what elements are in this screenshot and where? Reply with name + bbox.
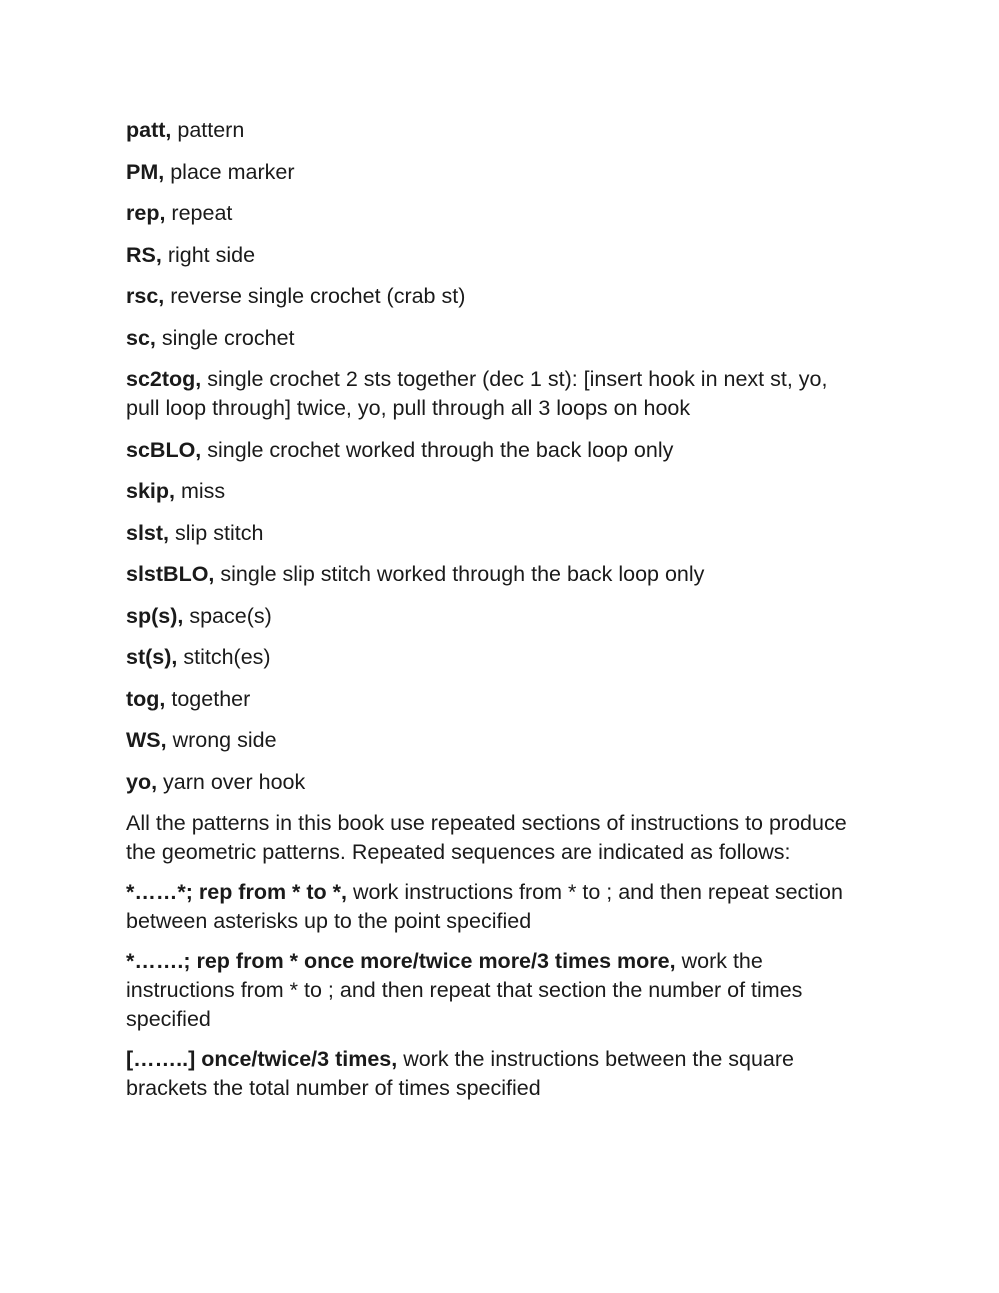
abbreviation-entry bbox=[126, 282, 866, 311]
abbreviation-term: rep, bbox=[126, 201, 166, 225]
abbreviation-term: slst, bbox=[126, 520, 170, 545]
repeat-instruction bbox=[126, 1045, 866, 1103]
repeat-instruction bbox=[126, 878, 866, 936]
repeat-instruction bbox=[126, 947, 866, 1034]
abbreviation-entry bbox=[126, 726, 866, 755]
abbreviation-definition: reverse single crochet (crab st) bbox=[164, 284, 466, 308]
abbreviation-entry bbox=[126, 116, 866, 145]
abbreviation-definition: yarn over hook bbox=[157, 769, 306, 794]
abbreviation-entry bbox=[126, 519, 866, 548]
repeat-definition: work the instructions from * to ; and then repeat that section the number of times specified bbox=[126, 949, 803, 1031]
abbreviation-term: sp(s), bbox=[126, 603, 184, 628]
abbreviation-term: rsc, bbox=[126, 284, 165, 308]
abbreviation-definition: single slip stitch worked through the back loop only bbox=[214, 562, 705, 586]
repeat-definition: work instructions from * to ; and then repeat section between asterisks up to the point specified bbox=[126, 880, 843, 933]
abbreviation-term: sc, bbox=[126, 325, 156, 350]
abbreviation-definition: single crochet 2 sts together (dec 1 st): [insert hook in next st, yo, pull loop through] twice, yo, pull through all 3 loops on hook bbox=[126, 367, 828, 420]
repeat-term: [……..] once/twice/3 times, bbox=[126, 1047, 398, 1071]
abbreviation-definition: wrong side bbox=[166, 728, 277, 752]
abbreviation-definition: repeat bbox=[165, 201, 233, 225]
glossary-page bbox=[126, 116, 866, 1114]
abbreviation-definition: single crochet worked through the back loop only bbox=[201, 437, 674, 462]
abbreviation-definition: place marker bbox=[164, 159, 295, 184]
abbreviation-term: tog, bbox=[126, 686, 166, 711]
abbreviation-term: yo, bbox=[126, 769, 158, 794]
abbreviation-definition: single crochet bbox=[155, 325, 295, 350]
abbreviation-entry bbox=[126, 365, 866, 423]
repeat-term: *…….; rep from * once more/twice more/3 times more, bbox=[126, 949, 676, 973]
intro-paragraph: All the patterns in this book use repeated sections of instructions to produce the geometric patterns. Repeated sequences are indicated as follows: bbox=[126, 811, 847, 864]
abbreviation-term: slstBLO, bbox=[126, 562, 215, 586]
abbreviation-entry bbox=[126, 643, 866, 672]
repeat-term: *……*; rep from * to *, bbox=[126, 880, 347, 904]
abbreviation-entry bbox=[126, 158, 866, 187]
abbreviation-entry bbox=[126, 436, 866, 465]
abbreviation-entry bbox=[126, 477, 866, 506]
abbreviation-term: WS, bbox=[126, 728, 167, 752]
abbreviation-entry bbox=[126, 602, 866, 631]
abbreviation-entry bbox=[126, 199, 866, 228]
abbreviation-term: scBLO, bbox=[126, 437, 202, 462]
abbreviation-term: sc2tog, bbox=[126, 367, 202, 391]
abbreviation-definition: pattern bbox=[171, 118, 245, 142]
abbreviation-term: skip, bbox=[126, 479, 175, 503]
abbreviation-definition: right side bbox=[161, 242, 256, 267]
abbreviation-term: st(s), bbox=[126, 645, 178, 669]
abbreviation-definition: slip stitch bbox=[169, 520, 264, 545]
repeat-definition: work the instructions between the square brackets the total number of times specified bbox=[126, 1047, 794, 1100]
abbreviation-entry bbox=[126, 768, 866, 797]
abbreviation-term: patt, bbox=[126, 118, 172, 142]
abbreviation-definition: space(s) bbox=[183, 603, 272, 628]
abbreviation-term: PM, bbox=[126, 159, 165, 184]
abbreviation-definition: together bbox=[165, 686, 251, 711]
abbreviation-entry bbox=[126, 685, 866, 714]
abbreviation-entry bbox=[126, 560, 866, 589]
abbreviation-entry bbox=[126, 324, 866, 353]
abbreviation-definition: stitch(es) bbox=[177, 645, 271, 669]
abbreviation-entry bbox=[126, 241, 866, 270]
abbreviation-term: RS, bbox=[126, 242, 162, 267]
abbreviation-definition: miss bbox=[175, 479, 226, 503]
